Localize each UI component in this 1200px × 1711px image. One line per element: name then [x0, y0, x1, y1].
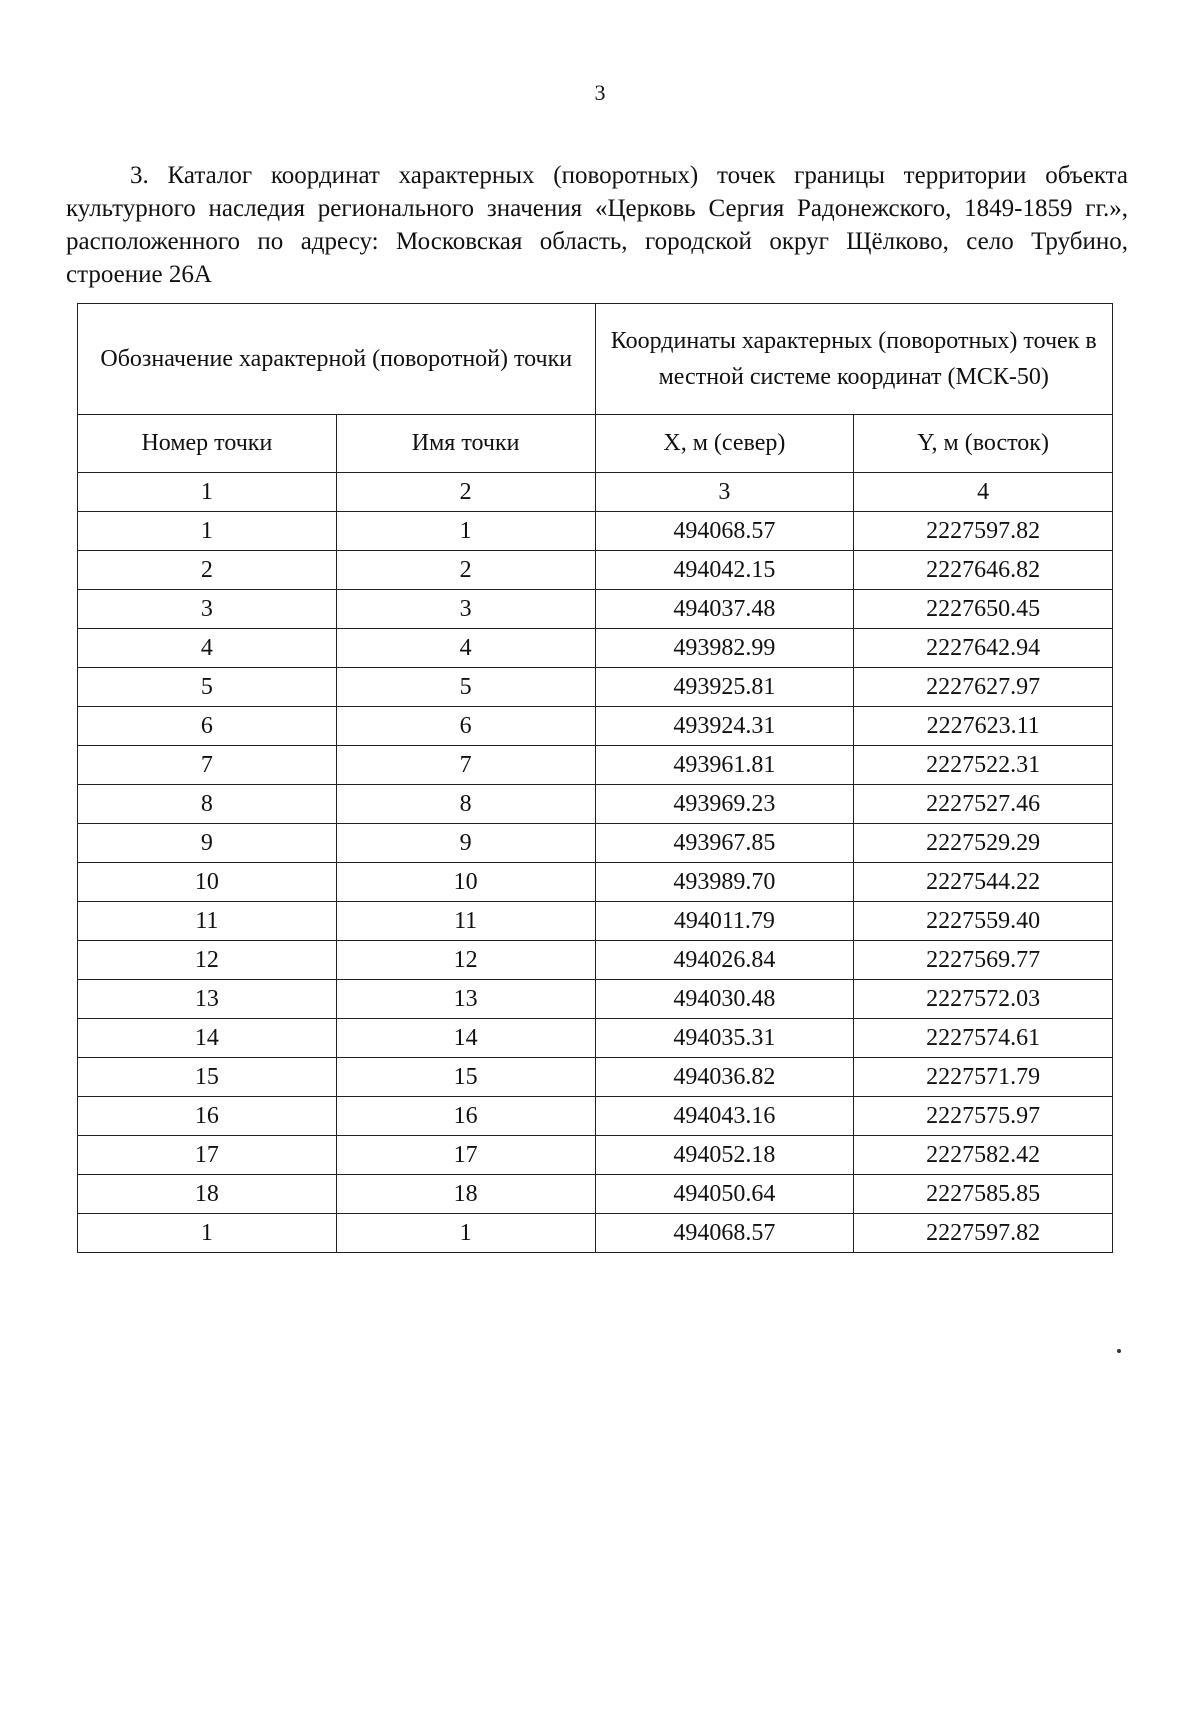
table-row	[78, 551, 1113, 590]
cell-point-number: 16	[78, 1097, 337, 1136]
cell-x: 494035.31	[595, 1019, 854, 1058]
cell-point-number: 15	[78, 1058, 337, 1097]
column-number: 4	[854, 473, 1113, 512]
cell-x: 494036.82	[595, 1058, 854, 1097]
cell-x: 494068.57	[595, 512, 854, 551]
cell-point-number: 5	[78, 668, 337, 707]
cell-point-name: 6	[336, 707, 595, 746]
scan-speck	[1117, 1349, 1121, 1353]
cell-y: 2227597.82	[854, 1214, 1113, 1253]
cell-point-name: 5	[336, 668, 595, 707]
cell-point-name: 1	[336, 1214, 595, 1253]
cell-point-name: 14	[336, 1019, 595, 1058]
table-row	[78, 1097, 1113, 1136]
header-point-designation: Обозначение характерной (поворотной) точки	[78, 304, 596, 415]
page-number: 3	[594, 80, 606, 105]
cell-point-name: 12	[336, 941, 595, 980]
cell-y: 2227575.97	[854, 1097, 1113, 1136]
cell-point-number: 18	[78, 1175, 337, 1214]
table-row	[78, 1019, 1113, 1058]
cell-y: 2227571.79	[854, 1058, 1113, 1097]
column-number: 2	[336, 473, 595, 512]
table-row	[78, 1058, 1113, 1097]
cell-y: 2227544.22	[854, 863, 1113, 902]
cell-x: 493982.99	[595, 629, 854, 668]
section-heading: 3. Каталог координат характерных (поворотных) точек границы территории объекта культурного наследия регионального значения «Церковь Сергия Радонежского, 1849-1859 гг.», расположенного по адресу: Московская область, городской округ Щёлково, село Трубино, строение 26А	[66, 162, 1128, 288]
cell-point-name: 16	[336, 1097, 595, 1136]
col-header-y: Y, м (восток)	[854, 415, 1113, 473]
cell-point-name: 15	[336, 1058, 595, 1097]
cell-x: 494068.57	[595, 1214, 854, 1253]
cell-x: 493925.81	[595, 668, 854, 707]
cell-y: 2227582.42	[854, 1136, 1113, 1175]
cell-y: 2227529.29	[854, 824, 1113, 863]
table-row	[78, 902, 1113, 941]
cell-point-number: 3	[78, 590, 337, 629]
table-row	[78, 1136, 1113, 1175]
cell-point-name: 13	[336, 980, 595, 1019]
cell-x: 493967.85	[595, 824, 854, 863]
cell-point-number: 13	[78, 980, 337, 1019]
cell-y: 2227572.03	[854, 980, 1113, 1019]
cell-y: 2227650.45	[854, 590, 1113, 629]
cell-x: 494043.16	[595, 1097, 854, 1136]
table-row	[78, 863, 1113, 902]
cell-y: 2227574.61	[854, 1019, 1113, 1058]
cell-point-number: 7	[78, 746, 337, 785]
cell-y: 2227623.11	[854, 707, 1113, 746]
column-number: 1	[78, 473, 337, 512]
cell-y: 2227522.31	[854, 746, 1113, 785]
table-row	[78, 590, 1113, 629]
cell-y: 2227646.82	[854, 551, 1113, 590]
table-row	[78, 668, 1113, 707]
table-row	[78, 941, 1113, 980]
cell-point-name: 2	[336, 551, 595, 590]
cell-point-number: 9	[78, 824, 337, 863]
cell-x: 493989.70	[595, 863, 854, 902]
cell-point-name: 18	[336, 1175, 595, 1214]
col-header-x: X, м (север)	[595, 415, 854, 473]
cell-point-number: 1	[78, 512, 337, 551]
cell-point-number: 8	[78, 785, 337, 824]
table-row	[78, 785, 1113, 824]
col-header-point-name: Имя точки	[336, 415, 595, 473]
table-row	[78, 980, 1113, 1019]
cell-x: 494050.64	[595, 1175, 854, 1214]
cell-y: 2227597.82	[854, 512, 1113, 551]
cell-point-name: 1	[336, 512, 595, 551]
cell-x: 493924.31	[595, 707, 854, 746]
cell-point-number: 10	[78, 863, 337, 902]
table-row	[78, 512, 1113, 551]
cell-x: 494011.79	[595, 902, 854, 941]
cell-y: 2227585.85	[854, 1175, 1113, 1214]
cell-y: 2227569.77	[854, 941, 1113, 980]
cell-x: 494037.48	[595, 590, 854, 629]
cell-y: 2227642.94	[854, 629, 1113, 668]
table-row	[78, 629, 1113, 668]
table-row	[78, 1175, 1113, 1214]
cell-y: 2227527.46	[854, 785, 1113, 824]
table-row	[78, 746, 1113, 785]
table-row	[78, 1214, 1113, 1253]
cell-x: 494042.15	[595, 551, 854, 590]
cell-x: 493969.23	[595, 785, 854, 824]
cell-y: 2227559.40	[854, 902, 1113, 941]
cell-point-name: 4	[336, 629, 595, 668]
cell-point-number: 1	[78, 1214, 337, 1253]
cell-point-name: 3	[336, 590, 595, 629]
column-number: 3	[595, 473, 854, 512]
cell-point-name: 10	[336, 863, 595, 902]
cell-point-name: 9	[336, 824, 595, 863]
cell-point-number: 6	[78, 707, 337, 746]
cell-x: 494026.84	[595, 941, 854, 980]
cell-point-name: 8	[336, 785, 595, 824]
cell-point-number: 2	[78, 551, 337, 590]
table-row	[78, 707, 1113, 746]
cell-point-name: 17	[336, 1136, 595, 1175]
cell-point-name: 11	[336, 902, 595, 941]
cell-point-number: 12	[78, 941, 337, 980]
header-coordinates: Координаты характерных (поворотных) точек в местной системе координат (МСК-50)	[595, 304, 1113, 415]
cell-x: 493961.81	[595, 746, 854, 785]
cell-point-number: 14	[78, 1019, 337, 1058]
coordinate-table	[77, 303, 1113, 1253]
cell-y: 2227627.97	[854, 668, 1113, 707]
cell-x: 494052.18	[595, 1136, 854, 1175]
cell-point-number: 4	[78, 629, 337, 668]
cell-point-number: 11	[78, 902, 337, 941]
cell-point-number: 17	[78, 1136, 337, 1175]
table-row	[78, 824, 1113, 863]
cell-x: 494030.48	[595, 980, 854, 1019]
table-body	[78, 512, 1113, 1253]
cell-point-name: 7	[336, 746, 595, 785]
col-header-point-number: Номер точки	[78, 415, 337, 473]
